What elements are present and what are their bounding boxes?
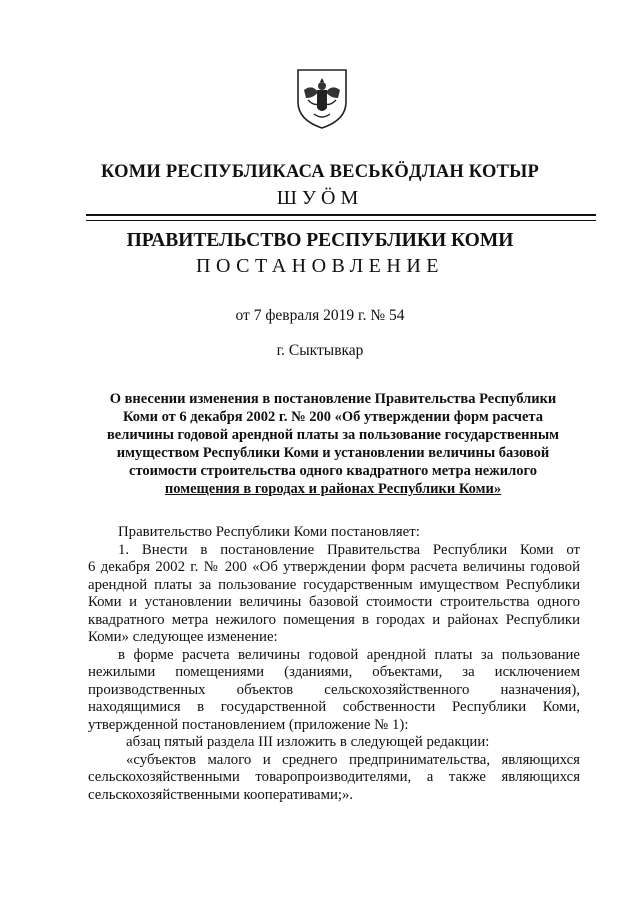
decree-city: г. Сыктывкар — [276, 342, 364, 359]
item-1-text: 6 декабря 2002 г. № 200 «Об утверждении форм расчета величины годовой арендной платы за пользование государственным имуществом Республики Коми и установлении величины базовой стоимости строительства одного квадратного метра нежилого помещения в городах и районах Республики Коми» следующее изменение: — [88, 559, 580, 645]
item-1-first-line: 1. Внести в постановление Правительства Республики Коми от — [118, 541, 580, 558]
form-paragraph-first-line: в форме расчета величины годовой арендной платы за пользование — [118, 646, 580, 663]
heading-line: стоимости строительства одного квадратного метра нежилого — [129, 463, 537, 479]
intro-paragraph: Правительство Республики Коми постановляет: — [118, 524, 420, 540]
decree-heading — [84, 390, 582, 498]
header-thin-rule — [86, 220, 596, 221]
heading-line: О внесении изменения в постановление Правительства Республики — [109, 391, 557, 407]
heading-line: имуществом Республики Коми и установлении величины базовой — [116, 445, 550, 461]
header-thick-rule — [86, 214, 596, 216]
decree-body — [88, 524, 580, 804]
komi-coat-of-arms-emblem — [296, 68, 348, 130]
abzac-paragraph: абзац пятый раздела III изложить в следующей редакции: — [126, 734, 490, 750]
heading-line: величины годовой арендной платы за пользование государственным — [106, 427, 560, 443]
government-title: ПРАВИТЕЛЬСТВО РЕСПУБЛИКИ КОМИ — [126, 230, 514, 251]
komi-government-title: КОМИ РЕСПУБЛИКАСА ВЕСЬКÖДЛАН КОТЫР — [101, 162, 539, 182]
quote-paragraph-text: сельскохозяйственными товаропроизводителями, а также являющихся сельскохозяйственными кооперативами;». — [88, 769, 580, 803]
quote-paragraph-first-line: «субъектов малого и среднего предпринимательства, являющихся — [126, 751, 580, 768]
komi-decree-subtitle: ШУÖМ — [276, 187, 364, 209]
heading-line-underlined: помещения в городах и районах Республики Коми» — [164, 481, 502, 497]
decree-subtitle: ПОСТАНОВЛЕНИЕ — [196, 255, 444, 277]
decree-date-number: от 7 февраля 2019 г. № 54 — [235, 307, 405, 324]
form-paragraph-text: нежилыми помещениями (зданиями, объектами, за исключением производственных объектов сельскохозяйственного назначения), находящимися в государственной собственности Республики Коми, утвержденной постановлением (приложение № 1): — [88, 664, 580, 733]
heading-line: Коми от 6 декабря 2002 г. № 200 «Об утверждении форм расчета — [123, 409, 543, 425]
